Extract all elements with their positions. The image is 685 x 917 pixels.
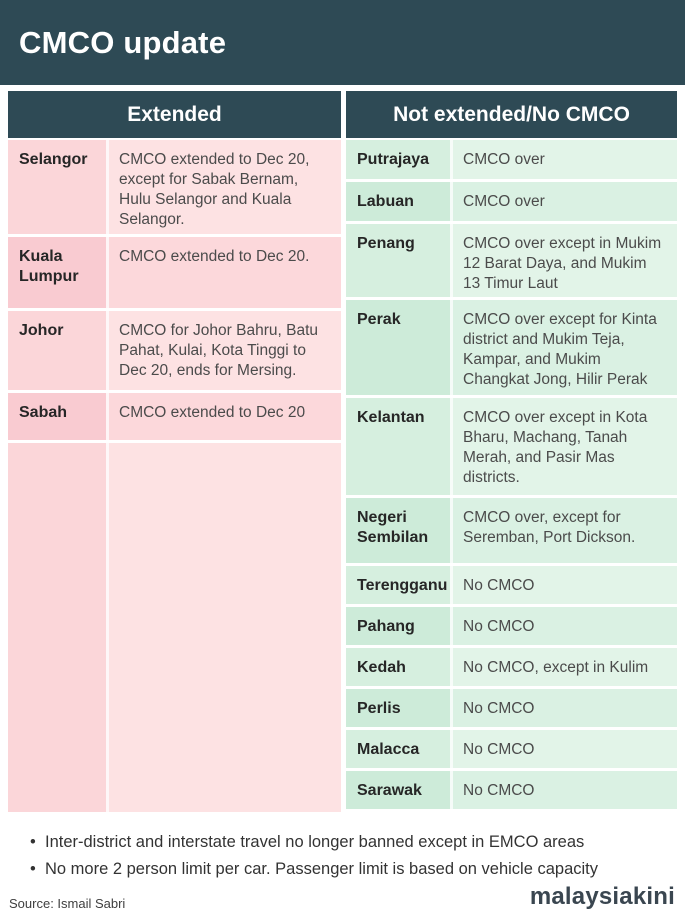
state-status: CMCO extended to Dec 20, except for Sabak Bernam, Hulu Selangor and Kuala Selangor. xyxy=(109,140,341,234)
table-row xyxy=(346,771,677,812)
table-row xyxy=(346,607,677,648)
state-name: Penang xyxy=(346,224,453,297)
table-row xyxy=(346,730,677,771)
footer xyxy=(0,883,685,911)
table-row xyxy=(346,300,677,398)
state-status: CMCO extended to Dec 20. xyxy=(109,237,341,308)
state-status: No CMCO xyxy=(453,730,677,768)
title-bar xyxy=(0,0,685,85)
state-status: CMCO over xyxy=(453,182,677,221)
state-name: Terengganu xyxy=(346,566,453,604)
state-status: CMCO over except in Kota Bharu, Machang, Tanah Merah, and Pasir Mas districts. xyxy=(453,398,677,495)
table-row xyxy=(346,224,677,300)
table-row xyxy=(8,237,341,311)
table-row xyxy=(346,648,677,689)
malaysiakini-logo: malaysiakini xyxy=(529,883,675,910)
state-name: Negeri Sembilan xyxy=(346,498,453,563)
state-status: CMCO over xyxy=(453,140,677,179)
not-extended-body xyxy=(346,140,677,812)
table-row xyxy=(346,140,677,182)
state-name: Perak xyxy=(346,300,453,395)
table-row xyxy=(8,393,341,443)
state-status: No CMCO xyxy=(453,607,677,645)
notes-list xyxy=(0,812,685,883)
state-name: Malacca xyxy=(346,730,453,768)
state-name: Labuan xyxy=(346,182,453,221)
state-name: Johor xyxy=(8,311,109,390)
state-name: Sarawak xyxy=(346,771,453,809)
empty-filler-row xyxy=(8,443,341,812)
state-status: CMCO over except in Mukim 12 Barat Daya, and Mukim 13 Timur Laut xyxy=(453,224,677,297)
page-title: CMCO update xyxy=(19,24,227,60)
cmco-tables xyxy=(8,91,677,812)
state-status: No CMCO xyxy=(453,689,677,727)
table-row xyxy=(346,498,677,566)
table-row xyxy=(346,182,677,224)
table-row xyxy=(346,398,677,498)
extended-header: Extended xyxy=(8,91,341,138)
state-name: Kedah xyxy=(346,648,453,686)
state-status: No CMCO xyxy=(453,566,677,604)
source-credit: Source: Ismail Sabri xyxy=(9,896,126,911)
extended-body xyxy=(8,140,341,812)
empty-cell xyxy=(8,443,109,812)
state-status: CMCO for Johor Bahru, Batu Pahat, Kulai, Kota Tinggi to Dec 20, ends for Mersing. xyxy=(109,311,341,390)
state-status: CMCO over, except for Seremban, Port Dickson. xyxy=(453,498,677,563)
table-row xyxy=(8,311,341,393)
state-name: Perlis xyxy=(346,689,453,727)
state-name: Putrajaya xyxy=(346,140,453,179)
state-status: CMCO over except for Kinta district and Mukim Teja, Kampar, and Mukim Changkat Jong, Hilir Perak xyxy=(453,300,677,395)
state-status: No CMCO, except in Kulim xyxy=(453,648,677,686)
note-item: • Inter-district and interstate travel no longer banned except in EMCO areas xyxy=(30,829,665,856)
extended-table xyxy=(8,91,341,812)
not-extended-header: Not extended/No CMCO xyxy=(346,91,677,138)
table-row xyxy=(8,140,341,237)
state-name: Kuala Lumpur xyxy=(8,237,109,308)
state-name: Pahang xyxy=(346,607,453,645)
not-extended-table xyxy=(346,91,677,812)
state-status: No CMCO xyxy=(453,771,677,809)
state-status: CMCO extended to Dec 20 xyxy=(109,393,341,440)
state-name: Kelantan xyxy=(346,398,453,495)
empty-cell xyxy=(109,443,341,812)
state-name: Selangor xyxy=(8,140,109,234)
state-name: Sabah xyxy=(8,393,109,440)
table-row xyxy=(346,689,677,730)
note-item: • No more 2 person limit per car. Passenger limit is based on vehicle capacity xyxy=(30,856,665,883)
table-row xyxy=(346,566,677,607)
